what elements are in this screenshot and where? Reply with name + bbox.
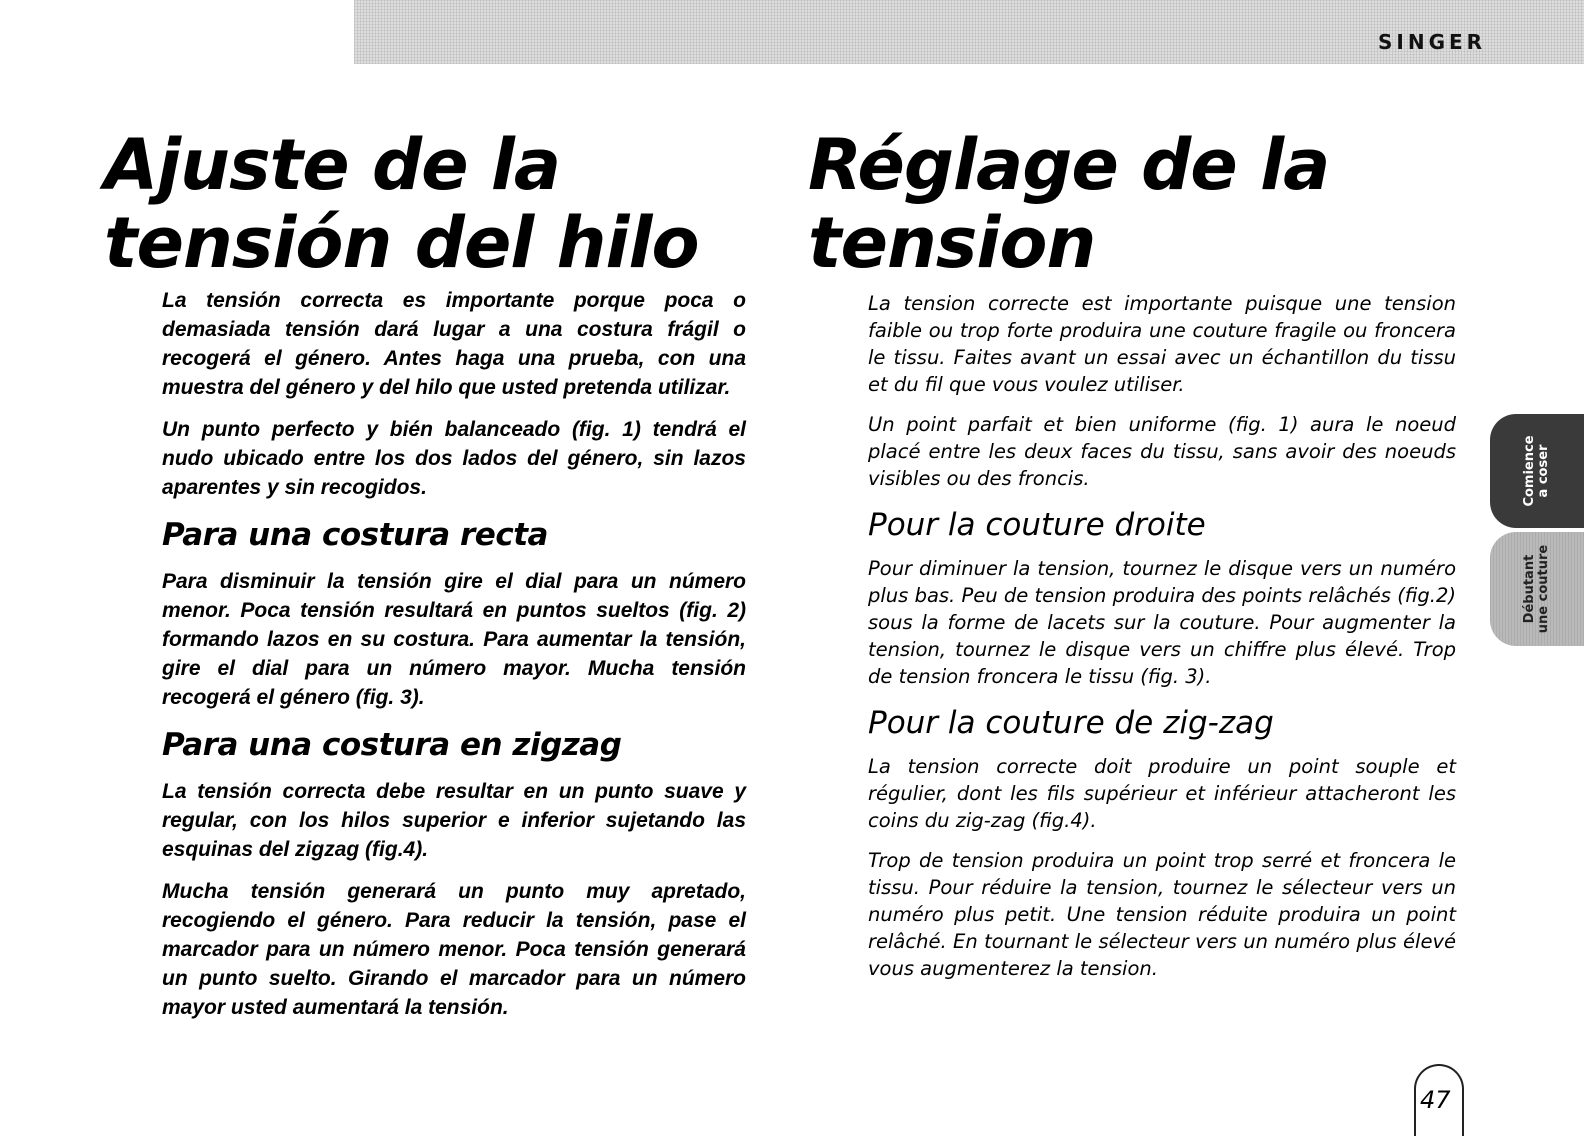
spanish-balanced-stitch: Un punto perfecto y bién balanceado (fig. 1) tendrá el nudo ubicado entre los dos lados del género, sin lazos aparentes y sin recogidos.	[162, 418, 746, 499]
french-title-line1: Réglage de la	[808, 124, 1330, 206]
french-zigzag-text-2: Trop de tension produira un point trop serré et froncera le tissu. Pour réduire la tension, tournez le sélecteur vers un numéro plus petit. Une tension réduite produira un point relâché. En tournant le sélecteur vers un numéro plus élevé vous augmenterez la tension.	[868, 849, 1456, 980]
spanish-zigzag-text-2: Mucha tensión generará un punto muy apretado, recogiendo el género. Para reducir la tensión, pase el marcador para un número menor. Poca tensión generará un punto suelto. Girando el marcador para un número mayor usted aumentará la tensión.	[162, 880, 746, 1019]
french-intro: La tension correcte est importante puisque une tension faible ou trop forte produira une couture fragile ou froncera le tissu. Faites avant un essai avec un échantillon du tissu et du fil que vous voulez utiliser.	[868, 292, 1456, 396]
french-straight-heading: Pour la couture droite	[868, 507, 1206, 543]
spanish-intro: La tensión correcta es importante porque poca o demasiada tensión dará lugar a una costura frágil o recogerá el género. Antes haga una prueba, con una muestra del género y del hilo que usted pretenda utilizar.	[162, 289, 746, 399]
side-tab-spanish-label: Comience a coser	[1522, 435, 1551, 507]
french-zigzag-heading: Pour la couture de zig-zag	[868, 705, 1274, 741]
french-column	[868, 290, 1456, 995]
spanish-column	[162, 286, 746, 1035]
side-tab-french[interactable]	[1490, 532, 1584, 646]
side-tab-french-label: Débutant une couture	[1522, 544, 1551, 634]
spanish-title	[104, 126, 699, 282]
side-tab-spanish[interactable]	[1490, 414, 1584, 528]
brand-logo: SINGER	[1378, 30, 1487, 54]
spanish-title-line1: Ajuste de la	[104, 124, 561, 206]
spanish-title-line2: tensión del hilo	[104, 202, 699, 284]
french-title	[808, 126, 1329, 282]
spanish-straight-text: Para disminuir la tensión gire el dial para un número menor. Poca tensión resultará en puntos sueltos (fig. 2) formando lazos en su costura. Para aumentar la tensión, gire el dial para un número mayor. Mucha tensión recogerá el género (fig. 3).	[162, 570, 746, 709]
spanish-zigzag-heading: Para una costura en zigzag	[162, 727, 622, 763]
spanish-straight-heading: Para una costura recta	[162, 517, 548, 553]
spanish-zigzag-text-1: La tensión correcta debe resultar en un punto suave y regular, con los hilos superior e inferior sujetando las esquinas del zigzag (fig.4).	[162, 780, 746, 861]
french-title-line2: tension	[808, 202, 1096, 284]
french-zigzag-text-1: La tension correcte doit produire un point souple et régulier, dont les fils supérieur et inférieur attacheront les coins du zig-zag (fig.4).	[868, 755, 1456, 832]
page-number: 47	[1420, 1086, 1451, 1114]
french-straight-text: Pour diminuer la tension, tournez le disque vers un numéro plus bas. Peu de tension produira des points relâchés (fig.2) sous la forme de lacets sur la couture. Pour augmenter la tension, tournez le disque vers un chiffre plus élevé. Trop de tension froncera le tissu (fig. 3).	[868, 557, 1456, 688]
french-balanced-stitch: Un point parfait et bien uniforme (fig. 1) aura le noeud placé entre les deux faces du tissu, sans avoir des noeuds visibles ou des froncis.	[868, 413, 1456, 490]
